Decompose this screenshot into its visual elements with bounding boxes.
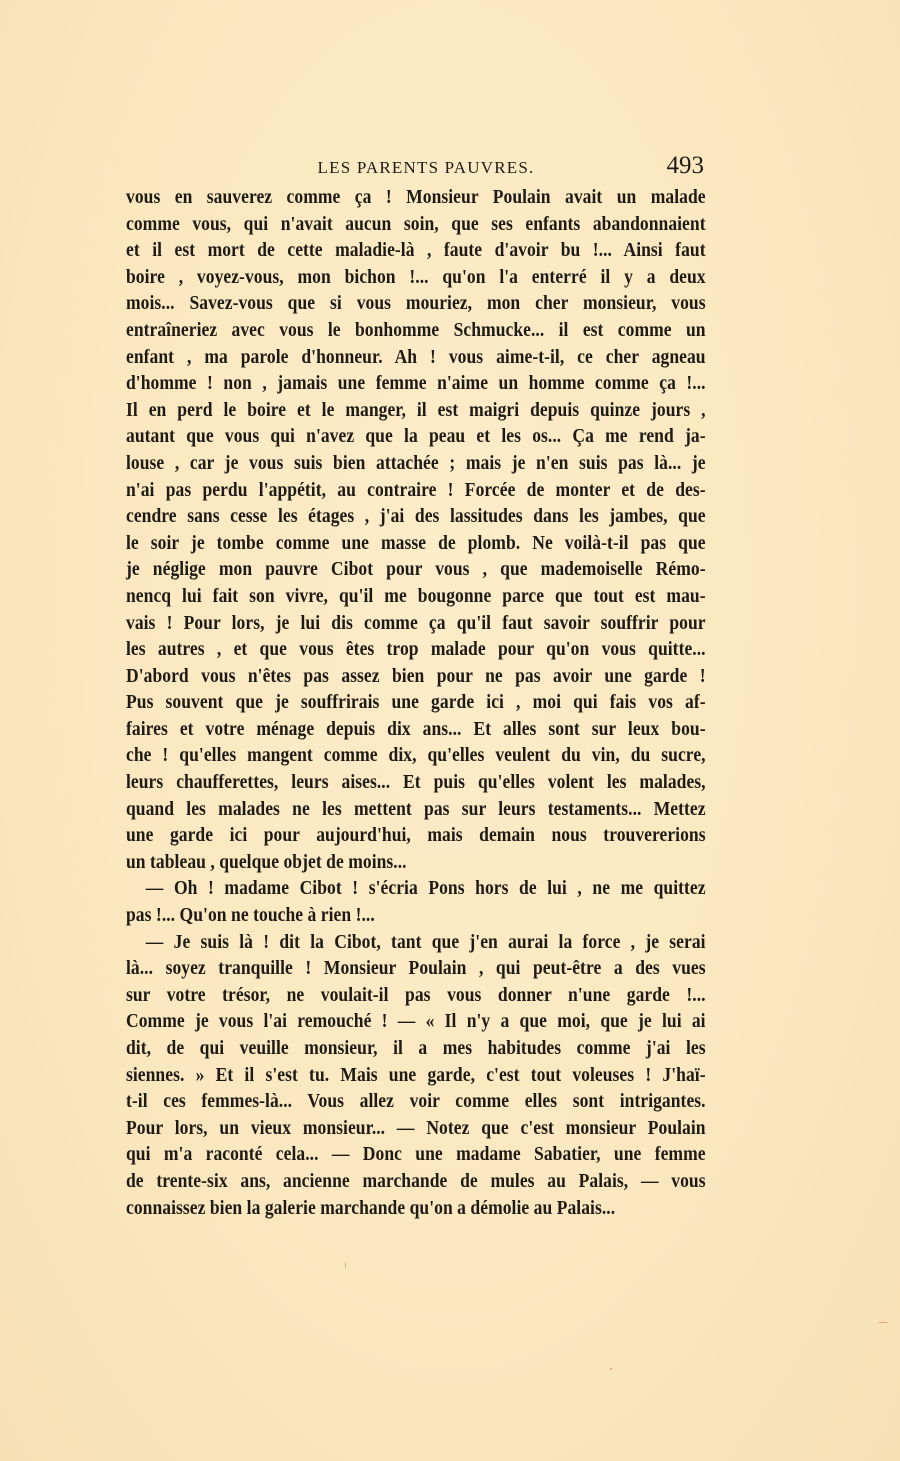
text-line: les autres , et que vous êtes trop malade pour qu'on vous quitte... [126, 639, 706, 661]
text-line: de trente-six ans, ancienne marchande de mules au Palais, — vous [126, 1170, 706, 1192]
text-line: le soir je tombe comme une masse de plomb. Ne voilà-t-il pas que [126, 532, 706, 554]
text-line: n'ai pas perdu l'appétit, au contraire ! Forcée de monter et de des- [126, 479, 706, 501]
paper-speck [610, 1368, 612, 1370]
text-line: leurs chaufferettes, leurs aises... Et puis qu'elles volent les malades, [126, 772, 706, 794]
text-line: entraîneriez avec vous le bonhomme Schmucke... il est comme un [126, 319, 706, 341]
text-line: pas !... Qu'on ne touche à rien !... [126, 905, 375, 927]
text-line: enfant , ma parole d'honneur. Ah ! vous aime-t-il, ce cher agneau [126, 346, 706, 368]
text-line: Comme je vous l'ai remouché ! — « Il n'y a que moi, que je lui ai [126, 1011, 706, 1033]
text-line: vais ! Pour lors, je lui dis comme ça qu'il faut savoir souffrir pour [126, 612, 706, 634]
text-line: une garde ici pour aujourd'hui, mais demain nous trouvererions [126, 825, 706, 847]
text-line: connaissez bien la galerie marchande qu'on a démolie au Palais... [126, 1197, 616, 1219]
text-line: che ! qu'elles mangent comme dix, qu'elles veulent du vin, du sucre, [126, 745, 706, 767]
text-line: d'homme ! non , jamais une femme n'aime un homme comme ça !... [126, 373, 706, 395]
body-text [126, 185, 706, 1222]
running-head [128, 154, 704, 184]
text-line: et il est mort de cette maladie-là , faute d'avoir bu !... Ainsi faut [126, 240, 706, 262]
text-line: boire , voyez-vous, mon bichon !... qu'on l'a enterré il y a deux [126, 266, 706, 288]
text-line: comme vous, qui n'avait aucun soin, que ses enfants abandonnaient [126, 213, 706, 235]
text-line: un tableau , quelque objet de moins... [126, 851, 407, 873]
page-number: 493 [666, 152, 704, 179]
text-line: quand les malades ne les mettent pas sur leurs testaments... Mettez [126, 798, 706, 820]
text-line: là... soyez tranquille ! Monsieur Poulain , qui peut-être a des vues [126, 958, 706, 980]
paper-speck [878, 1322, 888, 1323]
text-line: Il en perd le boire et le manger, il est maigri depuis quinze jours , [126, 399, 706, 421]
dialogue-line: — Je suis là ! dit la Cibot, tant que j'en aurai la force , je serai [145, 931, 706, 953]
text-line: mois... Savez-vous que si vous mouriez, mon cher monsieur, vous [126, 293, 706, 315]
text-line: cendre sans cesse les étages , j'ai des lassitudes dans les jambes, que [126, 506, 706, 528]
text-line: je néglige mon pauvre Cibot pour vous , que mademoiselle Rémo- [126, 559, 706, 581]
text-line: autant que vous qui n'avez que la peau et les os... Ça me rend ja- [126, 426, 706, 448]
text-line: siennes. » Et il s'est tu. Mais une garde, c'est tout voleuses ! J'haï- [126, 1064, 706, 1086]
text-line: nencq lui fait son vivre, qu'il me bougonne parce que tout est mau- [126, 585, 706, 607]
text-line: louse , car je vous suis bien attachée ; mais je n'en suis pas là... je [126, 452, 706, 474]
text-line: Pus souvent que je souffrirais une garde ici , moi qui fais vos af- [126, 692, 706, 714]
text-line: t-il ces femmes-là... Vous allez voir comme elles sont intrigantes. [126, 1091, 706, 1113]
text-line: D'abord vous n'êtes pas assez bien pour ne pas avoir une garde ! [126, 665, 706, 687]
text-line: dit, de qui veuille monsieur, il a mes habitudes comme j'ai les [126, 1038, 706, 1059]
text-line: Pour lors, un vieux monsieur... — Notez que c'est monsieur Poulain [126, 1117, 706, 1139]
paper-speck [345, 1262, 346, 1268]
dialogue-line: — Oh ! madame Cibot ! s'écria Pons hors de lui , ne me quittez [145, 878, 706, 900]
text-line: qui m'a raconté cela... — Donc une madame Sabatier, une femme [126, 1144, 706, 1166]
text-line: vous en sauverez comme ça ! Monsieur Poulain avait un malade [126, 187, 706, 208]
running-title: LES PARENTS PAUVRES. [317, 158, 535, 177]
text-line: sur votre trésor, ne voulait-il pas vous donner n'une garde !... [126, 984, 706, 1006]
text-line: faires et votre ménage depuis dix ans... Et alles sont sur leux bou- [126, 718, 706, 740]
